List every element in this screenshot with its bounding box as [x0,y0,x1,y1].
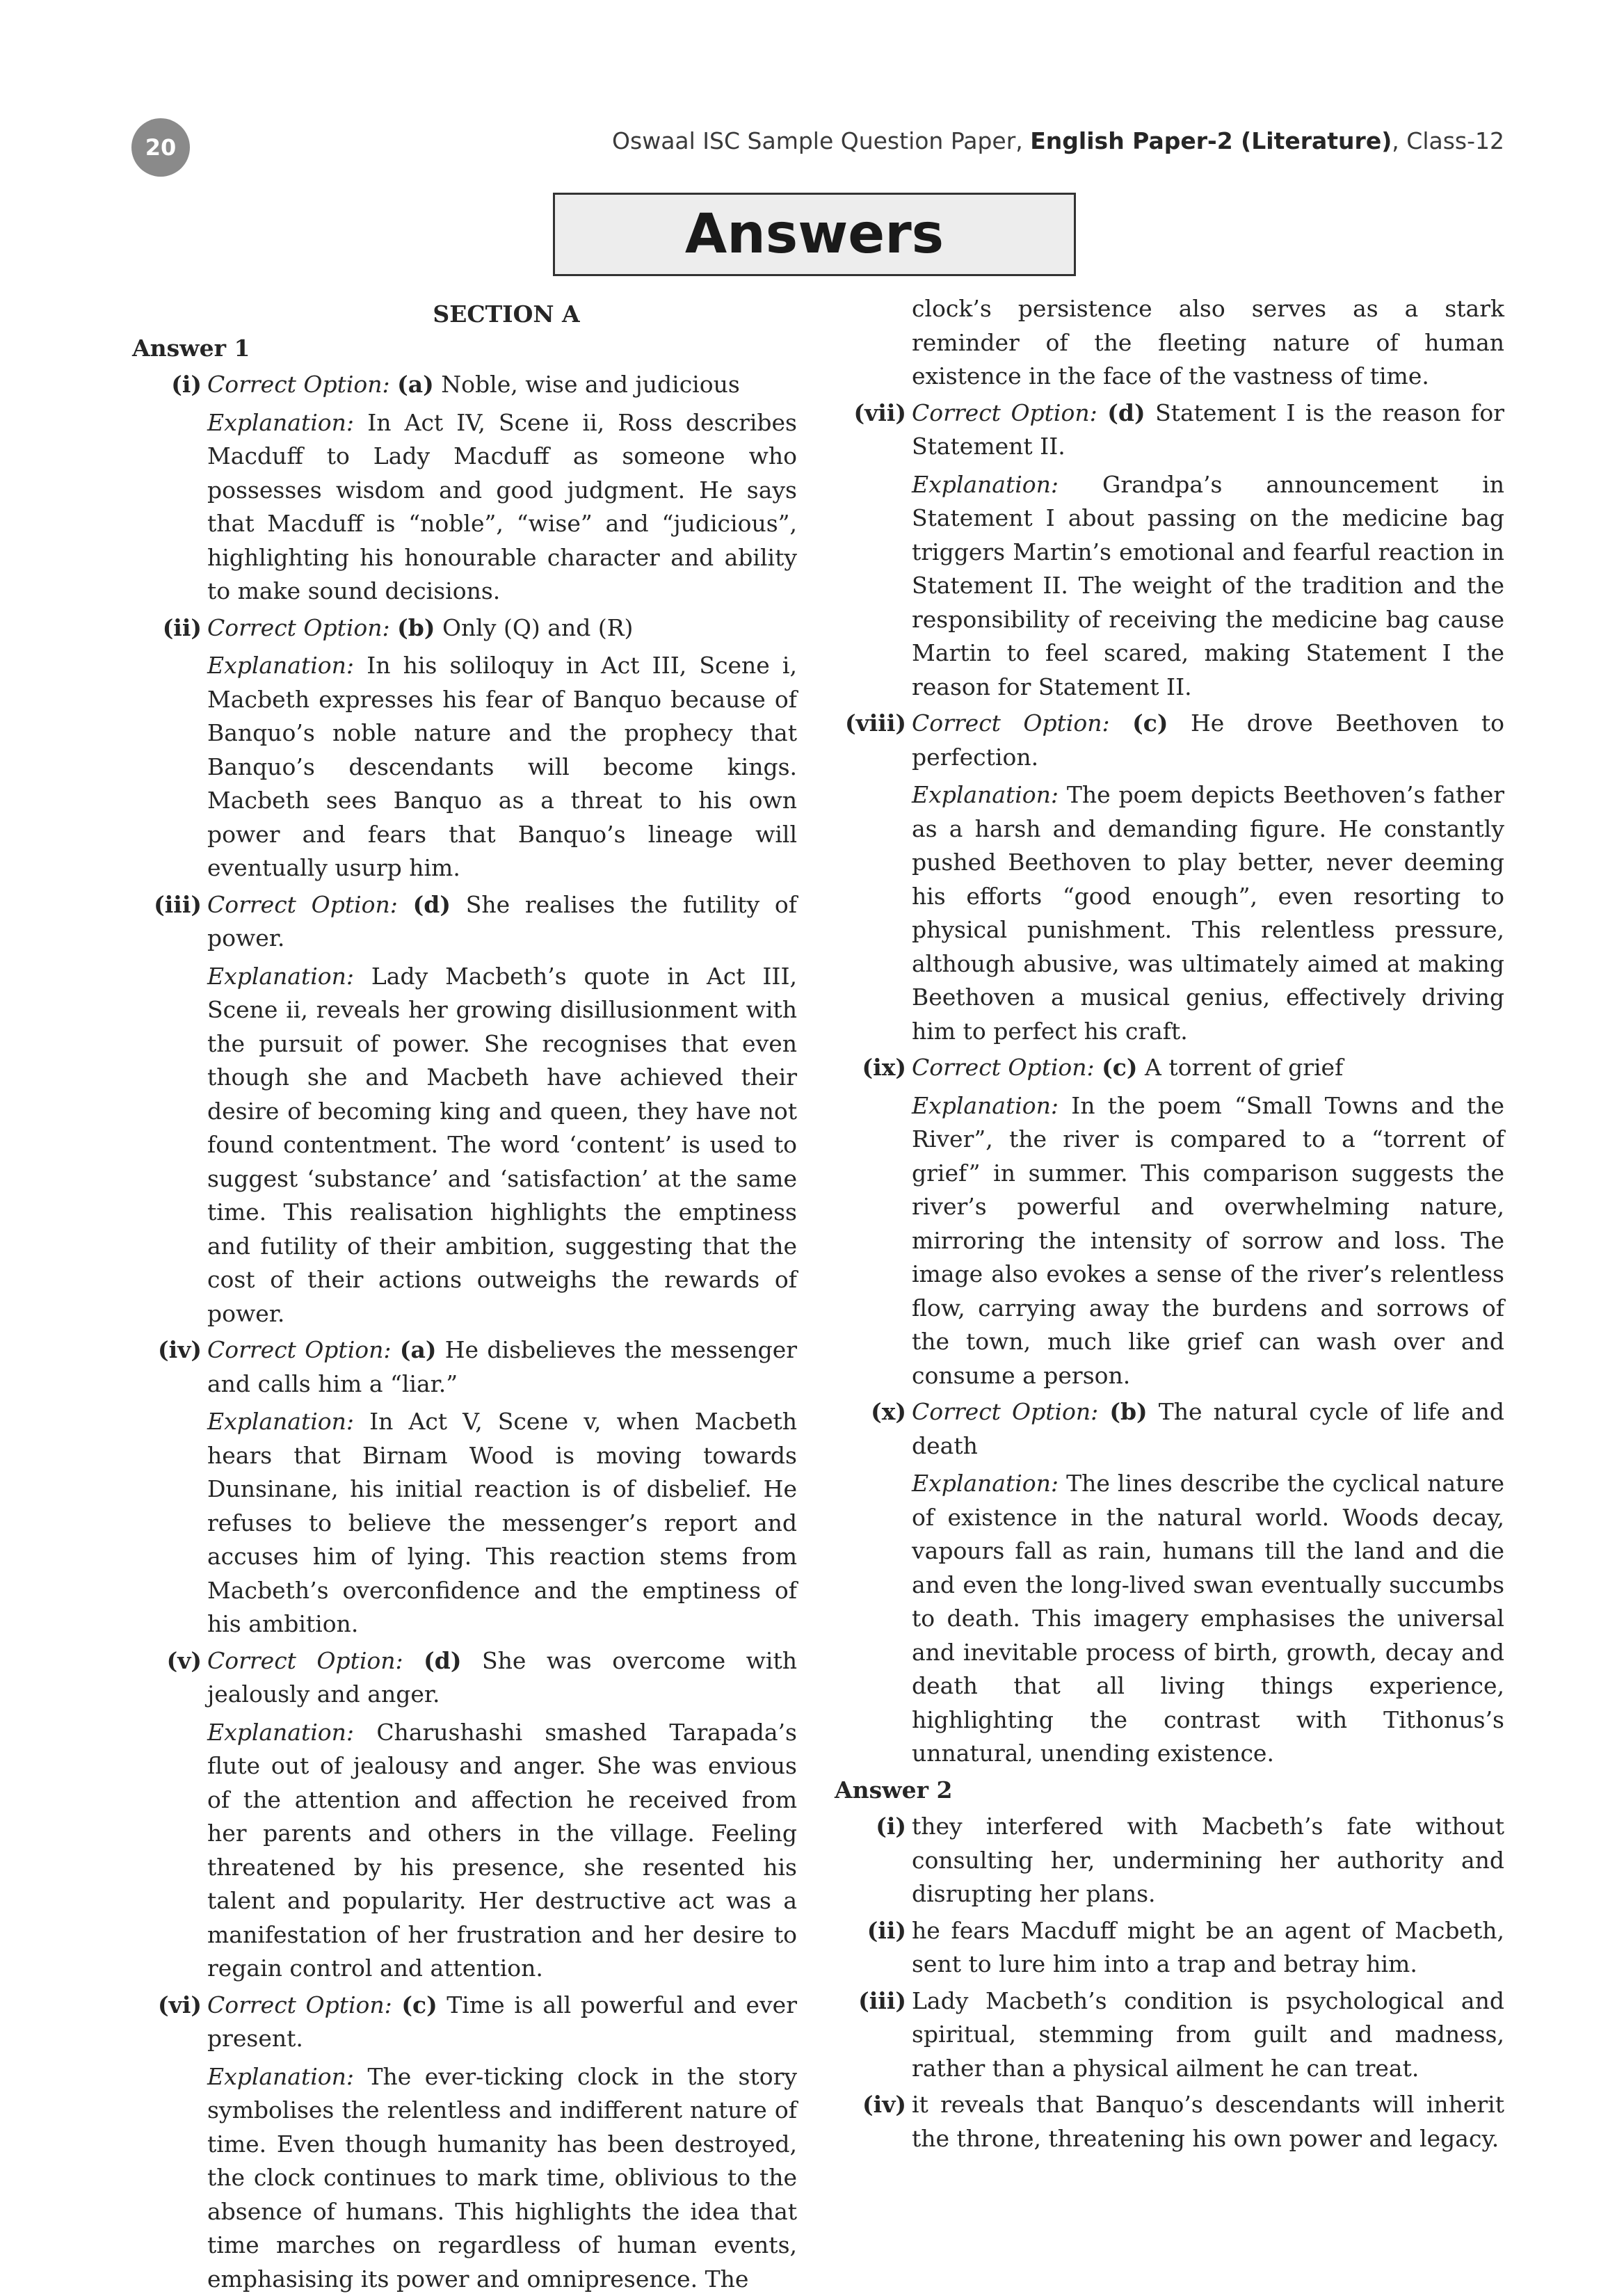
option-letter: (a) [400,1336,437,1363]
answer-1-item [132,888,797,1331]
header-title-suffix: , Class-12 [1392,127,1504,154]
option-letter: (d) [1107,399,1145,426]
answer-2-item [835,1914,1504,1982]
explanation-label: Explanation: [207,652,354,679]
answer-2-title: Answer 2 [835,1774,1504,1808]
correct-option-label: Correct Option: [207,1991,392,2018]
section-title: SECTION A [132,298,797,332]
correct-option-label: Correct Option: [912,399,1097,426]
answer-1-item [835,1395,1504,1771]
item-number: (vii) [835,396,912,705]
answer-1-item [132,1333,797,1641]
item-number: (ii) [835,1914,912,1982]
header-title-prefix: Oswaal ISC Sample Question Paper, [612,127,1030,154]
option-letter: (b) [397,614,435,641]
option-letter: (a) [397,371,434,398]
correct-option-label: Correct Option: [207,891,398,918]
explanation-continuation: clock’s persistence also serves as a stark reminder of the fleeting nature of human existence in the face of the vastness of time. [912,292,1504,394]
correct-option-label: Correct Option: [912,1398,1098,1425]
option-letter: (c) [1132,709,1168,737]
correct-option-label: Correct Option: [207,1336,392,1363]
option-text: He disbelieves the messenger and calls him a “liar.” [207,1336,797,1397]
explanation-label: Explanation: [207,1719,354,1746]
explanation-text: The lines describe the cyclical nature of existence in the natural world. Woods decay, vapours fall as rain, humans till the land and die and even the long-lived swan eventually succumbs to death. This imagery emphasises the universal and inevitable process of birth, growth, decay and death that all living things experience, highlighting the contrast with Tithonus’s unnatural, unending existence. [912,1470,1504,1767]
right-column [835,292,1504,2155]
answer-1-item [132,368,797,609]
answer-1-item [132,1644,797,1986]
left-column [132,292,797,2296]
answer-2-item [835,1984,1504,2086]
answer-2-list [835,1810,1504,2155]
correct-option-label: Correct Option: [207,614,390,641]
option-letter: (c) [1102,1054,1137,1081]
option-text: She was overcome with jealously and anger. [207,1647,797,1708]
option-text: Only (Q) and (R) [442,614,633,641]
option-text: A torrent of grief [1145,1054,1343,1081]
option-letter: (c) [401,1991,437,2018]
explanation-text: The poem depicts Beethoven’s father as a harsh and demanding figure. He constantly pushed Beethoven to play better, never deeming his efforts “good enough”, even resorting to physical punishment. This relentless pressure, although abusive, was ultimately aimed at making Beethoven a musical genius, effectively driving him to perfect his craft. [912,781,1504,1045]
correct-option-label: Correct Option: [912,1054,1095,1081]
correct-option-label: Correct Option: [912,709,1110,737]
option-text: Time is all powerful and ever present. [207,1991,797,2053]
answer-1-item [132,1989,797,2296]
option-text: She realises the futility of power. [207,891,797,952]
explanation-text: The ever-ticking clock in the story symbolises the relentless and indifferent nature of time. Even though humanity has been destroyed, the clock continues to mark time, oblivious to the absence of humans. This highlights the idea that time marches on regardless of human events, emphasising its power and omnipresence. The [207,2063,797,2293]
correct-option-label: Correct Option: [207,371,390,398]
answer-text: they interfered with Macbeth’s fate without consulting her, undermining her authority and disrupting her plans. [912,1810,1504,1911]
option-letter: (d) [424,1647,461,1674]
explanation-label: Explanation: [207,409,354,436]
explanation-label: Explanation: [912,1092,1059,1119]
item-number: (x) [835,1395,912,1771]
explanation-text: In the poem “Small Towns and the River”, the river is compared to a “torrent of grief” in summer. This comparison suggests the river’s powerful and overwhelming nature, mirroring the intensity of sorrow and loss. The image also evokes a sense of the river’s relentless flow, carrying away the burdens and sorrows of the town, much like grief can wash over and consume a person. [912,1092,1504,1389]
explanation-label: Explanation: [207,2063,354,2090]
item-number: (iv) [835,2088,912,2155]
option-text: Noble, wise and judicious [441,371,739,398]
answer-1-item [835,396,1504,705]
answer-1-item [835,707,1504,1048]
option-letter: (d) [413,891,451,918]
answer-2-item [835,1810,1504,1911]
item-number: (v) [132,1644,207,1986]
item-number: (ii) [132,611,207,885]
item-number: (i) [132,368,207,609]
header-title-bold: English Paper-2 (Literature) [1030,127,1392,154]
explanation-label: Explanation: [207,1408,354,1435]
running-header [612,127,1504,154]
page-number: 20 [131,118,190,177]
explanation-text: Grandpa’s announcement in Statement I about passing on the medicine bag triggers Martin’s emotional and fearful reaction in Statement II. The weight of the tradition and the responsibility of receiving the medicine bag cause Martin to feel scared, making Statement I the reason for Statement II. [912,471,1504,700]
item-number: (iii) [835,1984,912,2086]
explanation-text: Charushashi smashed Tarapada’s flute out of jealousy and anger. She was envious of the attention and affection he received from her parents and others in the village. Feeling threatened by his presence, she resented his talent and popularity. Her destructive act was a manifestation of her frustration and her desire to regain control and attention. [207,1719,797,1982]
explanation-label: Explanation: [207,963,354,990]
answer-text: it reveals that Banquo’s descendants will inherit the throne, threatening his own power and legacy. [912,2088,1504,2155]
explanation-label: Explanation: [912,1470,1059,1497]
option-text: The natural cycle of life and death [912,1398,1504,1459]
item-number: (viii) [835,707,912,1048]
answer-text: he fears Macduff might be an agent of Macbeth, sent to lure him into a trap and betray him. [912,1914,1504,1982]
explanation-text: In Act IV, Scene ii, Ross describes Macduff to Lady Macduff as someone who possesses wisdom and good judgment. He says that Macduff is “noble”, “wise” and “judicious”, highlighting his honourable character and ability to make sound decisions. [207,409,797,605]
item-number: (ix) [835,1051,912,1392]
answer-text: Lady Macbeth’s condition is psychological and spiritual, stemming from guilt and madness, rather than a physical ailment he can treat. [912,1984,1504,2086]
item-number: (i) [835,1810,912,1911]
item-number: (iii) [132,888,207,1331]
answer-1-item [132,611,797,885]
correct-option-label: Correct Option: [207,1647,403,1674]
item-number: (iv) [132,1333,207,1641]
answer-1-item [835,1051,1504,1392]
option-letter: (b) [1109,1398,1147,1425]
explanation-text: In his soliloquy in Act III, Scene i, Macbeth expresses his fear of Banquo because of Banquo’s noble nature and the prophecy that Banquo’s descendants will become kings. Macbeth sees Banquo as a threat to his own power and fears that Banquo’s lineage will eventually usurp him. [207,652,797,881]
option-text: He drove Beethoven to perfection. [912,709,1504,771]
explanation-text: In Act V, Scene v, when Macbeth hears that Birnam Wood is moving towards Dunsinane, his initial reaction is of disbelief. He refuses to believe the messenger’s report and accuses him of lying. This reaction stems from Macbeth’s overconfidence and the emptiness of his ambition. [207,1408,797,1637]
explanation-label: Explanation: [912,471,1059,498]
answer-1-title: Answer 1 [132,332,797,366]
explanation-text: Lady Macbeth’s quote in Act III, Scene ii, reveals her growing disillusionment with the pursuit of power. She recognises that even though she and Macbeth have achieved their desire of becoming king and queen, they have not found contentment. The word ‘content’ is used to suggest ‘substance’ and ‘satisfaction’ at the same time. This realisation highlights the emptiness and futility of their ambition, suggesting that the cost of their actions outweighs the rewards of power. [207,963,797,1327]
item-number: (vi) [132,1989,207,2296]
option-text: Statement I is the reason for Statement II. [912,399,1504,460]
answer-2-item [835,2088,1504,2155]
explanation-label: Explanation: [912,781,1059,808]
answers-heading: Answers [553,193,1076,276]
